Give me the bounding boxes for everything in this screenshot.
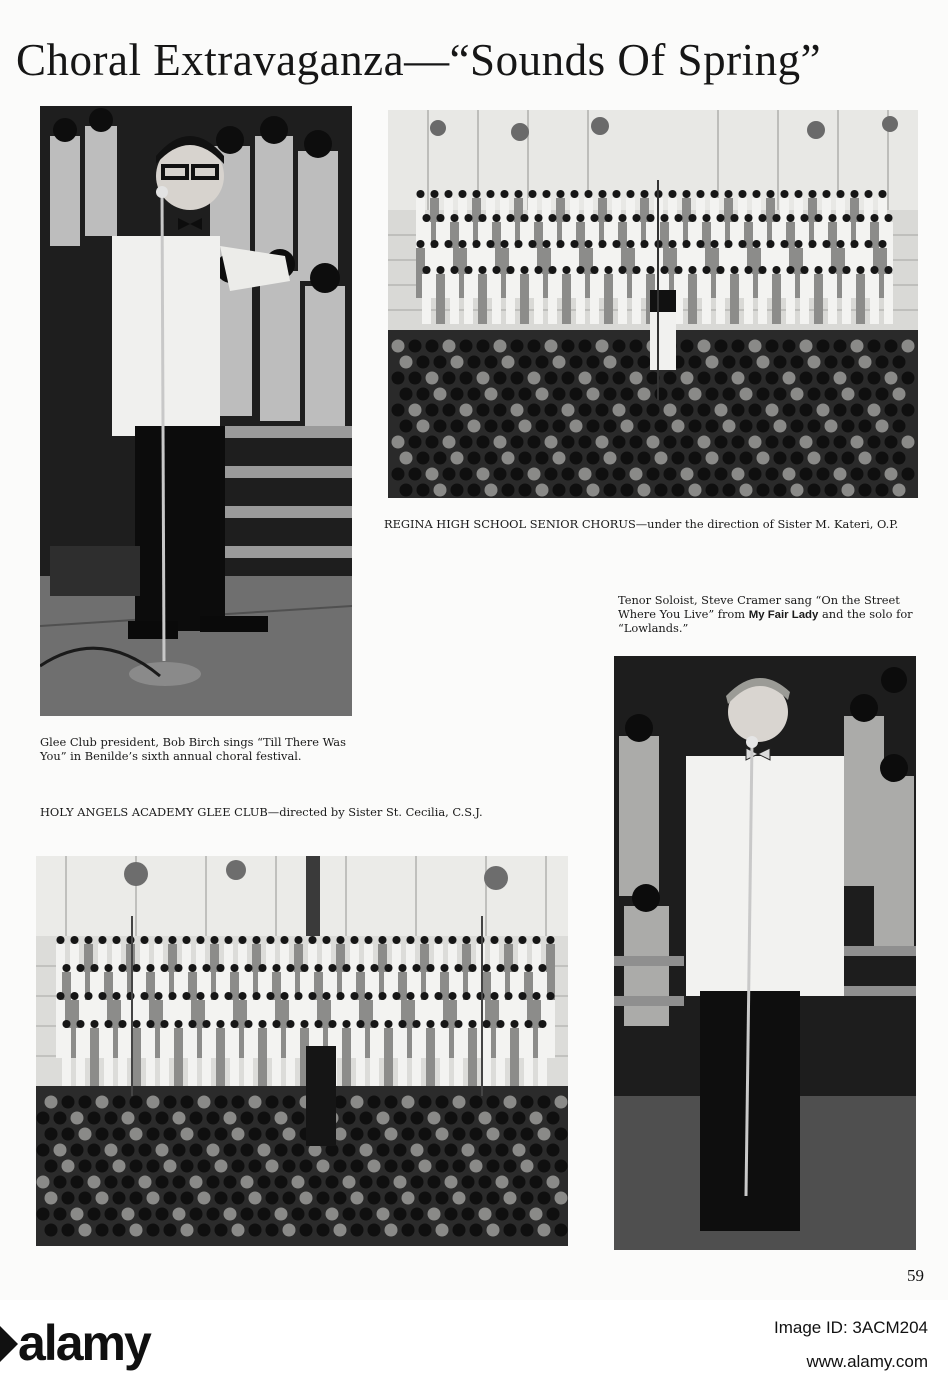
page-title: Choral Extravaganza—“Sounds Of Spring”	[16, 35, 822, 85]
caption-holy-angels-glee-club: HOLY ANGELS ACADEMY GLEE CLUB—directed by Sister St. Cecilia, C.S.J.	[40, 805, 483, 819]
caption-tenor-text-2: and the solo for “Lowlands.”	[618, 606, 913, 635]
photo-steve-cramer-image	[614, 656, 916, 1250]
alamy-logo-mark-icon	[0, 1326, 18, 1362]
stock-watermark-banner	[0, 1300, 948, 1390]
photo-bob-birch-image	[40, 106, 352, 716]
caption-tenor-text-1: Tenor Soloist, Steve Cramer sang “On the Street Where You Live” from	[618, 593, 900, 621]
photo-regina-senior-chorus	[388, 110, 918, 498]
page-number: 59	[907, 1266, 924, 1285]
caption-tenor-bold-title: My Fair Lady	[748, 608, 819, 621]
image-id: Image ID: 3ACM204	[773, 1318, 928, 1337]
caption-regina-chorus: REGINA HIGH SCHOOL SENIOR CHORUS—under the direction of Sister M. Kateri, O.P.	[384, 517, 899, 531]
photo-holy-angels-glee-club	[36, 856, 568, 1246]
photo-holy-angels-image	[36, 856, 568, 1246]
photo-steve-cramer-tenor	[614, 656, 916, 1250]
photo-bob-birch-singing	[40, 106, 352, 716]
watermark-url: www.alamy.com	[806, 1352, 928, 1371]
caption-tenor-soloist	[618, 594, 914, 636]
caption-glee-club-president: Glee Club president, Bob Birch sings “Till There Was You” in Benilde’s sixth annual choral festival.	[40, 735, 346, 763]
photo-regina-image	[388, 110, 918, 498]
alamy-logo: alamy	[18, 1315, 150, 1371]
